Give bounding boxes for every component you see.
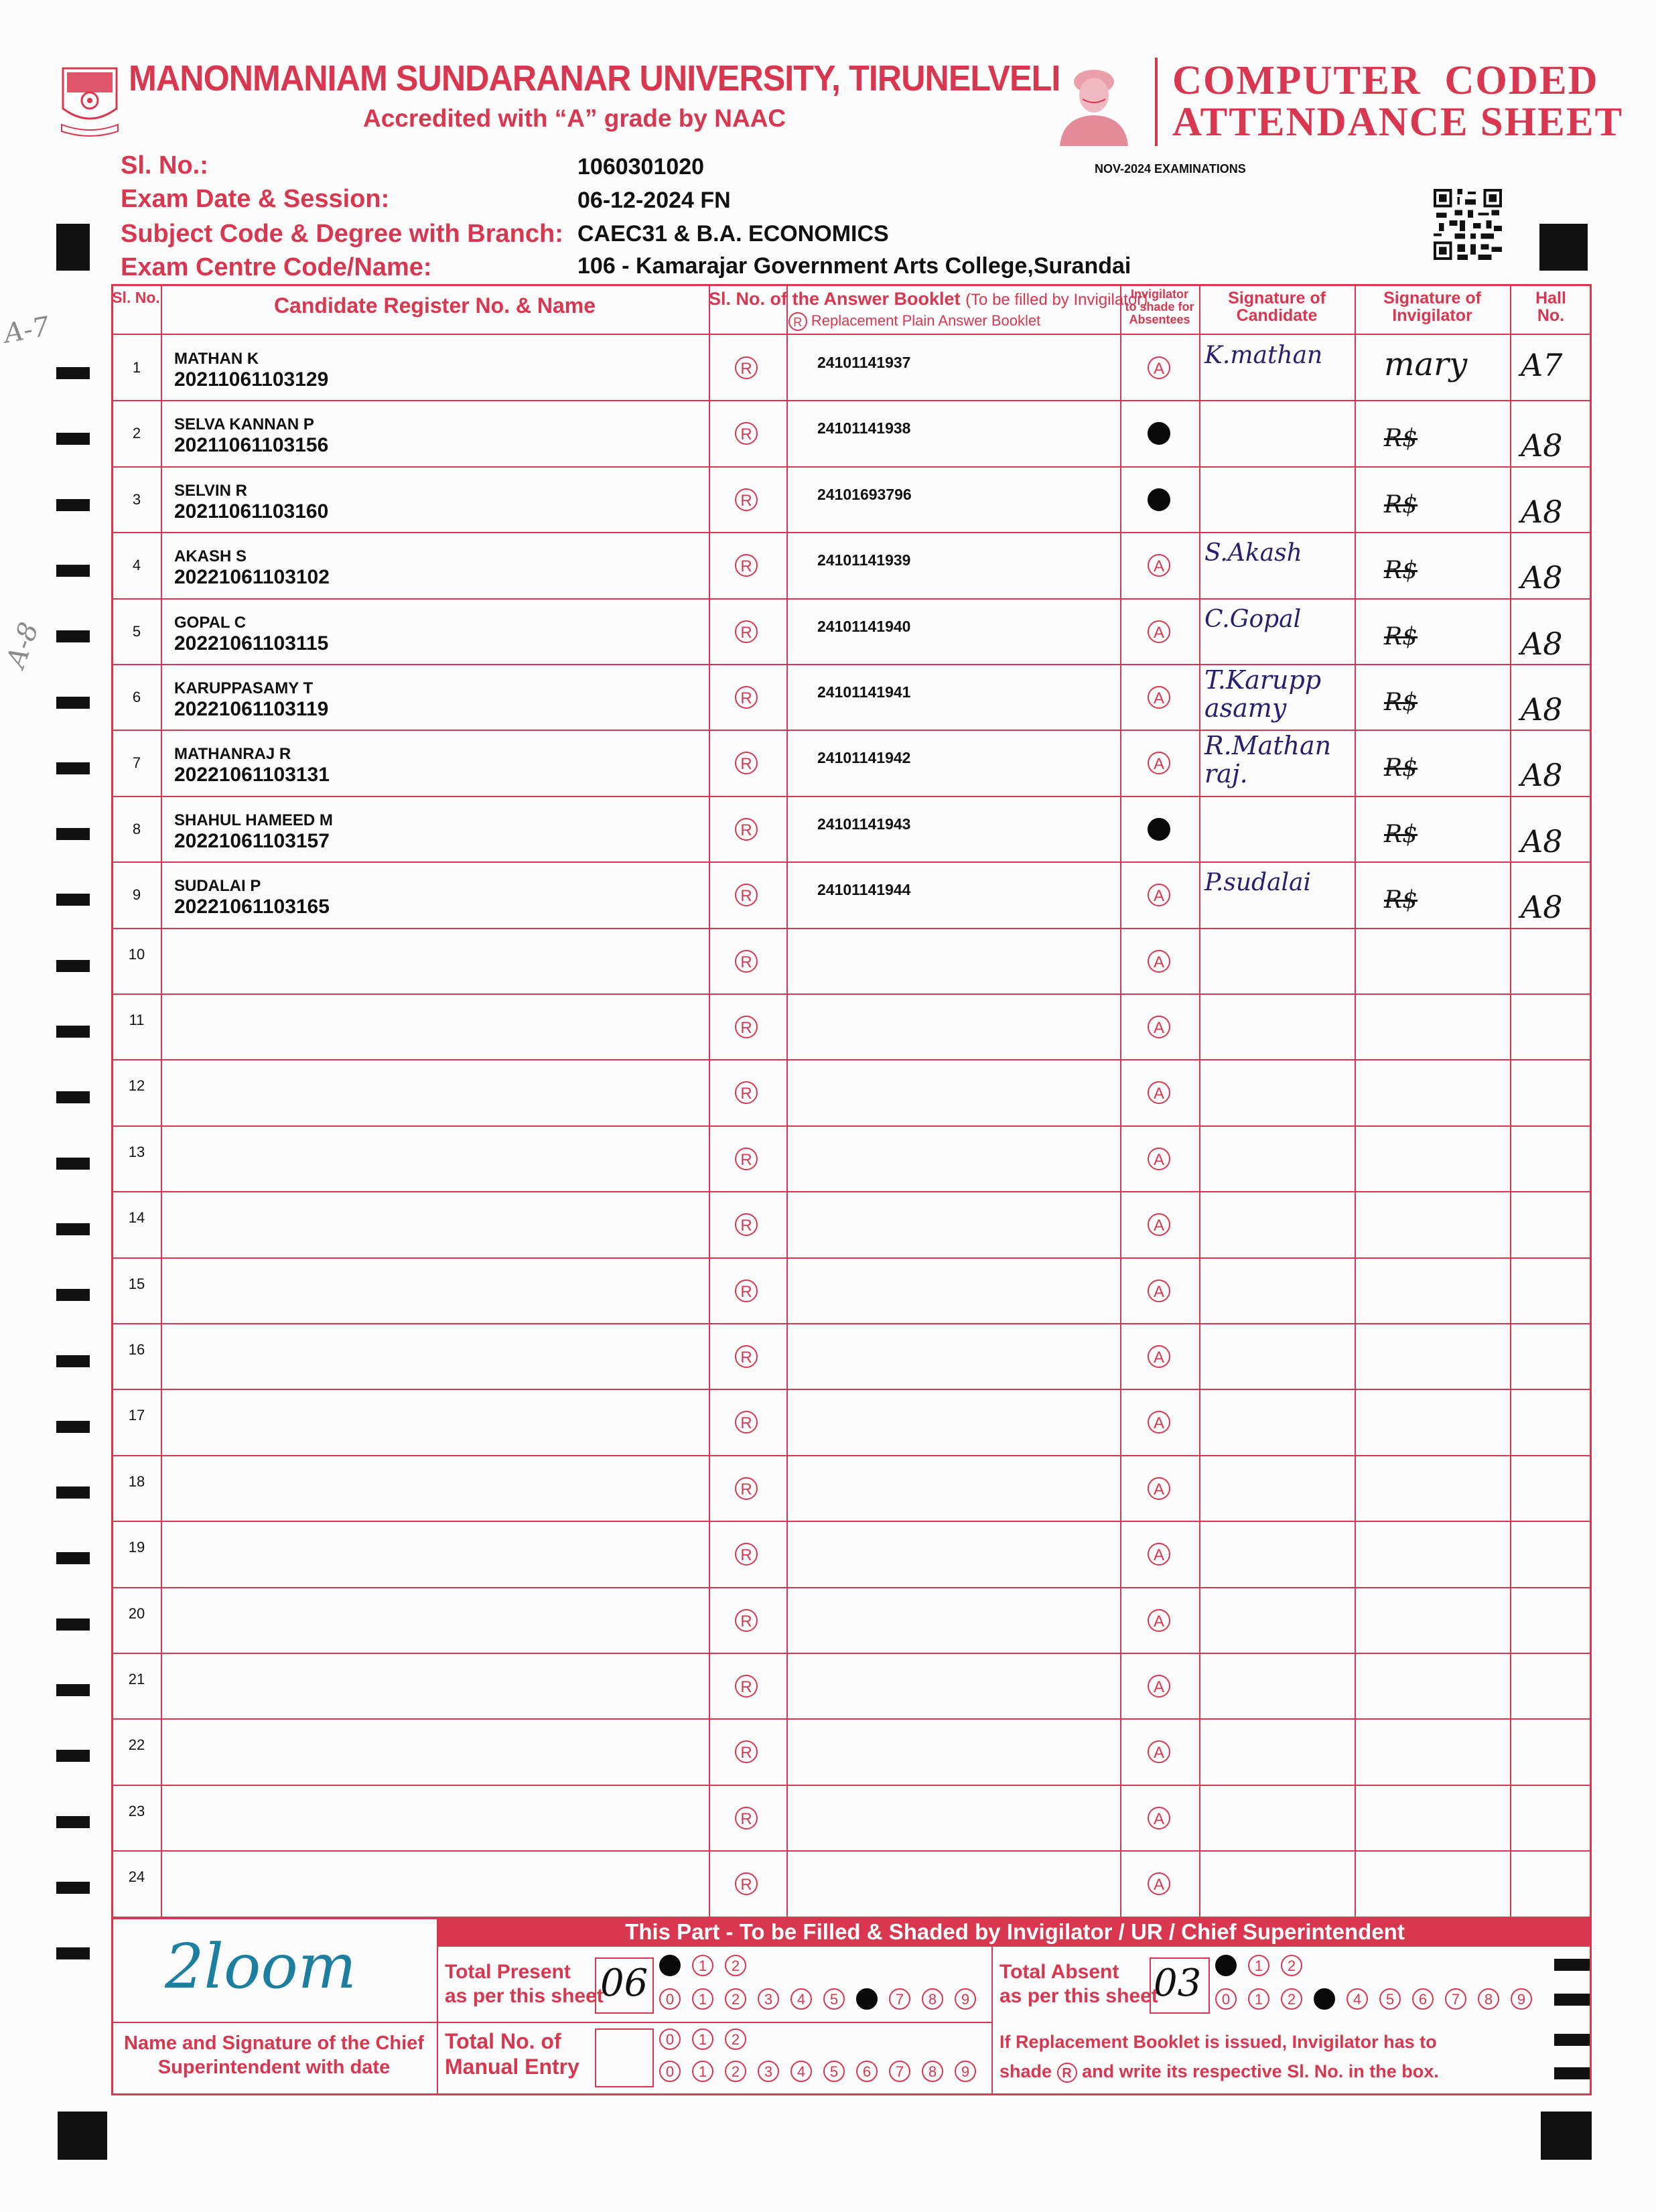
digit-bubble[interactable]: 6 (856, 2061, 878, 2082)
digit-bubble[interactable]: 1 (692, 1955, 713, 1976)
row-sl-no: 13 (128, 1143, 145, 1160)
sheet-title (1172, 60, 1623, 143)
row-sl-no: 7 (132, 754, 141, 772)
candidate-register-no: 20221061103157 (174, 829, 330, 852)
replacement-note-line2 (999, 2057, 1439, 2086)
candidate-name: SHAHUL HAMEED M (174, 811, 333, 829)
invigilator-signature: R$ (1384, 754, 1418, 782)
col-header-candidate: Candidate Register No. & Name (273, 293, 596, 318)
timing-mark (56, 828, 90, 840)
digit-bubble[interactable]: 2 (725, 1988, 746, 2010)
university-name: MANONMANIAM SUNDARANAR UNIVERSITY, TIRUNELVELI (129, 58, 1060, 98)
candidate-register-no: 20221061103165 (174, 896, 330, 918)
row-sl-no: 12 (128, 1077, 145, 1095)
table-row (111, 665, 1592, 730)
table-row (111, 862, 1592, 928)
candidate-register-no: 20211061103160 (174, 500, 329, 523)
accreditation-text: Accredited with “A” grade by NAAC (363, 105, 786, 132)
row-sl-no: 10 (128, 945, 145, 963)
candidate-name: SELVIN R (174, 481, 247, 500)
timing-mark (56, 433, 90, 445)
candidate-name: MATHAN K (174, 350, 259, 368)
timing-mark (56, 1882, 90, 1894)
replacement-r-icon: R (788, 312, 807, 331)
manual-label (445, 2028, 579, 2079)
digit-bubble[interactable]: 7 (889, 1988, 910, 2010)
table-row (111, 533, 1592, 598)
hall-no: A8 (1521, 427, 1563, 464)
row-sl-no: 22 (128, 1736, 145, 1754)
absent-label (999, 1960, 1158, 2008)
manual-box[interactable] (595, 2028, 654, 2087)
candidate-signature: K.mathan (1204, 342, 1323, 369)
digit-bubble[interactable]: 9 (1511, 1988, 1532, 2010)
row-sl-no: 5 (132, 622, 141, 640)
table-row (111, 1192, 1592, 1257)
replacement-bubble[interactable]: R (735, 1872, 758, 1895)
timing-block (56, 224, 90, 271)
table-row (111, 797, 1592, 862)
digit-bubble[interactable]: 0 (1215, 1988, 1237, 2010)
hall-no: A8 (1521, 823, 1563, 859)
absent-bubble[interactable] (1148, 818, 1170, 841)
absent-bubble[interactable]: A (1148, 1148, 1170, 1170)
digit-bubble[interactable]: 1 (1248, 1988, 1269, 2010)
table-row (111, 1521, 1592, 1587)
answer-booklet-no: 24101141940 (817, 617, 911, 635)
timing-mark (56, 1816, 90, 1828)
answer-booklet-no: 24101141937 (817, 354, 911, 371)
col-header-replacement (709, 312, 1120, 331)
digit-bubble[interactable]: 2 (725, 1955, 746, 1976)
replacement-bubble[interactable]: R (735, 488, 758, 511)
invigilator-signature: R$ (1384, 557, 1418, 585)
footer-section (111, 1917, 1592, 2095)
absent-bubble[interactable]: A (1148, 1543, 1170, 1566)
hall-no: A8 (1521, 625, 1563, 662)
replacement-bubble[interactable]: R (735, 1543, 758, 1566)
timing-mark (56, 1091, 90, 1103)
digit-bubble[interactable]: 8 (922, 2061, 943, 2082)
col-header-booklet-note: (To be filled by Invigilator) (965, 291, 1148, 309)
absent-bubble[interactable]: A (1148, 1609, 1170, 1632)
digit-bubble[interactable]: 9 (955, 2061, 976, 2082)
answer-booklet-no: 24101141941 (817, 683, 911, 701)
sheet-title-line1: COMPUTER CODED (1172, 58, 1599, 103)
digit-bubble[interactable]: 4 (790, 1988, 812, 2010)
row-sl-no: 11 (129, 1012, 145, 1028)
table-row (111, 1126, 1592, 1192)
replacement-bubble[interactable]: R (735, 620, 758, 643)
row-sl-no: 24 (128, 1868, 145, 1886)
invigilator-signature: mary (1384, 346, 1468, 383)
timing-mark (56, 1487, 90, 1499)
digit-bubble[interactable]: 0 (1215, 1955, 1237, 1976)
founder-portrait (1053, 58, 1135, 146)
timing-mark (56, 1289, 90, 1301)
table-row (111, 994, 1592, 1060)
row-sl-no: 9 (132, 886, 141, 904)
col-header-absentees-line1: Invigilator (1130, 287, 1188, 301)
digit-bubble[interactable]: 5 (823, 2061, 845, 2082)
absent-bubble[interactable]: A (1148, 1740, 1170, 1763)
absent-bubble[interactable] (1148, 422, 1170, 445)
timing-mark (56, 1026, 90, 1038)
digit-bubble[interactable]: 5 (1379, 1988, 1401, 2010)
replacement-bubble[interactable]: R (735, 950, 758, 973)
table-row (111, 1258, 1592, 1324)
present-value: 06 (600, 1961, 648, 2005)
col-header-replacement-text: Replacement Plain Answer Booklet (811, 312, 1041, 329)
replacement-note-rest: and write its respective Sl. No. in the box. (1082, 2061, 1439, 2081)
candidate-register-no: 20221061103131 (174, 764, 330, 786)
replacement-note-shade: shade (999, 2061, 1052, 2081)
replacement-bubble[interactable]: R (735, 884, 758, 906)
absent-bubble[interactable]: A (1148, 1081, 1170, 1104)
row-sl-no: 17 (128, 1407, 145, 1424)
absent-bubble[interactable]: A (1148, 1280, 1170, 1302)
timing-mark (56, 630, 90, 642)
manual-label-line1: Total No. of (445, 2029, 561, 2053)
table-row (111, 1851, 1592, 1917)
timing-mark (56, 1947, 90, 1959)
timing-mark (56, 1355, 90, 1367)
row-sl-no: 14 (128, 1209, 145, 1227)
manual-label-line2: Manual Entry (445, 2055, 579, 2079)
table-row (111, 335, 1592, 401)
candidate-signature: P.sudalai (1204, 869, 1312, 897)
answer-booklet-no: 24101141939 (817, 551, 911, 569)
university-emblem (58, 62, 122, 141)
digit-bubble[interactable]: 7 (889, 2061, 910, 2082)
digit-bubble[interactable]: 1 (692, 2061, 713, 2082)
candidate-name: SUDALAI P (174, 877, 261, 896)
absent-bubble[interactable]: A (1148, 554, 1170, 577)
digit-bubble[interactable]: 3 (758, 2061, 779, 2082)
candidate-signature: S.Akash (1204, 539, 1302, 567)
subject-value: CAEC31 & B.A. ECONOMICS (577, 221, 889, 247)
answer-booklet-no: 24101141944 (817, 881, 911, 899)
present-label (445, 1960, 604, 2008)
hall-no: A8 (1521, 889, 1563, 926)
digit-bubble[interactable]: 0 (659, 2061, 681, 2082)
col-header-absentees-line2: to shade for (1125, 299, 1194, 314)
hall-no: A8 (1521, 493, 1563, 530)
absent-bubble[interactable] (1148, 488, 1170, 511)
invigilator-signature: R$ (1384, 820, 1418, 848)
timing-mark (56, 1618, 90, 1631)
margin-note-top: A-7 (1, 311, 52, 350)
candidate-register-no: 20221061103115 (174, 632, 329, 654)
subject-label: Subject Code & Degree with Branch: (121, 220, 563, 248)
candidate-register-no: 20211061103156 (174, 434, 329, 457)
exam-session-tag: NOV-2024 EXAMINATIONS (1095, 162, 1246, 176)
replacement-bubble[interactable]: R (735, 1213, 758, 1236)
answer-booklet-no: 24101693796 (817, 485, 912, 503)
row-sl-no: 16 (128, 1341, 145, 1358)
table-row (111, 1324, 1592, 1389)
replacement-bubble[interactable]: R (735, 1081, 758, 1104)
footer-divider (991, 1947, 993, 2095)
absent-bubble[interactable]: A (1148, 1807, 1170, 1829)
table-row (111, 1588, 1592, 1653)
absent-bubble[interactable]: A (1148, 752, 1170, 774)
replacement-note-line1: If Replacement Booklet is issued, Invigilator has to (999, 2032, 1437, 2052)
sl-no-value: 1060301020 (577, 154, 705, 180)
absent-bubble[interactable]: A (1148, 1872, 1170, 1895)
digit-bubble[interactable]: 4 (1347, 1988, 1368, 2010)
invigilator-signature: R$ (1384, 886, 1418, 914)
col-header-hall-line1: Hall (1535, 289, 1566, 307)
invigilator-signature: R$ (1384, 689, 1418, 716)
hall-no: A8 (1521, 559, 1563, 596)
table-row (111, 599, 1592, 665)
col-header-booklet-main: Sl. No. of the Answer Booklet (709, 289, 961, 309)
timing-mark (56, 1552, 90, 1564)
candidate-name: AKASH S (174, 547, 247, 566)
candidate-signature: R.Mathan raj. (1204, 731, 1332, 789)
timing-mark (56, 762, 90, 774)
table-row (111, 1060, 1592, 1125)
timing-mark (56, 367, 90, 379)
digit-bubble[interactable]: 6 (1412, 1988, 1434, 2010)
row-sl-no: 4 (132, 557, 141, 574)
col-header-absentees-line3: Absentees (1129, 312, 1190, 326)
replacement-bubble[interactable]: R (735, 1411, 758, 1434)
absent-label-line1: Total Absent (999, 1961, 1119, 1983)
table-row (111, 1653, 1592, 1719)
timing-mark (56, 1750, 90, 1762)
row-sl-no: 1 (132, 359, 141, 376)
candidate-register-no: 20221061103102 (174, 566, 330, 589)
timing-mark (56, 1421, 90, 1433)
exam-date-label: Exam Date & Session: (121, 185, 390, 213)
replacement-r-icon: R (1057, 2063, 1077, 2083)
col-header-sl: Sl. No. (112, 289, 160, 306)
replacement-bubble[interactable]: R (735, 686, 758, 709)
hall-no: A8 (1521, 691, 1563, 728)
absent-bubble[interactable]: A (1148, 686, 1170, 709)
replacement-bubble[interactable]: R (735, 422, 758, 445)
timing-mark (56, 1158, 90, 1170)
timing-mark (56, 1684, 90, 1696)
digit-bubble[interactable]: 0 (659, 1955, 681, 1976)
footer-banner: This Part - To be Filled & Shaded by Invigilator / UR / Chief Superintendent (438, 1917, 1592, 1947)
replacement-bubble[interactable]: R (735, 1740, 758, 1763)
candidate-name: SELVA KANNAN P (174, 415, 314, 434)
col-header-sig-invigilator-line1: Signature of (1383, 289, 1481, 307)
absent-label-line2: as per this sheet (999, 1985, 1158, 2007)
footer-divider (111, 2022, 991, 2023)
table-row (111, 1719, 1592, 1785)
digit-bubble[interactable]: 1 (692, 2028, 713, 2050)
table-row (111, 1785, 1592, 1851)
digit-bubble[interactable]: 5 (823, 1988, 845, 2010)
digit-bubble[interactable]: 3 (1314, 1988, 1335, 2010)
answer-booklet-no: 24101141938 (817, 419, 911, 437)
replacement-bubble[interactable]: R (735, 1345, 758, 1368)
sl-no-label: Sl. No.: (121, 151, 208, 180)
table-row (111, 467, 1592, 533)
exam-date-value: 06-12-2024 FN (577, 188, 731, 213)
row-sl-no: 6 (132, 689, 141, 705)
hall-no: A7 (1521, 347, 1563, 383)
absent-bubble[interactable]: A (1148, 1675, 1170, 1698)
row-sl-no: 23 (128, 1802, 145, 1819)
row-sl-no: 18 (128, 1472, 145, 1490)
present-label-line1: Total Present (445, 1961, 571, 1983)
candidate-register-no: 20211061103129 (174, 368, 329, 391)
absent-bubble[interactable]: A (1148, 884, 1170, 906)
candidate-signature: T.Karupp asamy (1204, 665, 1322, 723)
replacement-bubble[interactable]: R (735, 356, 758, 379)
absent-bubble[interactable]: A (1148, 1411, 1170, 1434)
absent-bubble[interactable]: A (1148, 356, 1170, 379)
timing-mark (56, 894, 90, 906)
chief-signature: 2loom (165, 1931, 356, 2002)
candidate-signature: C.Gopal (1204, 605, 1302, 633)
col-header-hall (1510, 289, 1592, 325)
replacement-bubble[interactable]: R (735, 1280, 758, 1302)
candidate-name: GOPAL C (174, 613, 247, 632)
timing-block (1541, 2112, 1592, 2160)
timing-mark (56, 1223, 90, 1235)
invigilator-signature: R$ (1384, 490, 1418, 519)
invigilator-signature: R$ (1384, 425, 1418, 453)
row-sl-no: 21 (128, 1671, 145, 1687)
candidate-name: KARUPPASAMY T (174, 679, 314, 697)
replacement-bubble[interactable]: R (735, 1807, 758, 1829)
replacement-bubble[interactable]: R (735, 752, 758, 774)
answer-booklet-no: 24101141942 (817, 749, 911, 767)
table-row (111, 1389, 1592, 1455)
margin-note-middle: A-8 (0, 618, 46, 672)
candidate-register-no: 20221061103119 (174, 698, 329, 720)
absent-bubble[interactable]: A (1148, 1016, 1170, 1038)
replacement-bubble[interactable]: R (735, 1016, 758, 1038)
col-header-sig-invigilator (1355, 289, 1510, 325)
table-row (111, 730, 1592, 796)
replacement-bubble[interactable]: R (735, 1148, 758, 1170)
digit-bubble[interactable]: 2 (1281, 1988, 1302, 2010)
centre-label: Exam Centre Code/Name: (121, 253, 432, 281)
answer-booklet-no: 24101141943 (817, 815, 911, 833)
row-sl-no: 3 (132, 490, 141, 508)
centre-value: 106 - Kamarajar Government Arts College,Surandai (577, 253, 1131, 279)
digit-bubble[interactable]: 1 (692, 1988, 713, 2010)
row-sl-no: 20 (128, 1604, 145, 1622)
replacement-bubble[interactable]: R (735, 1477, 758, 1500)
col-header-absentees (1120, 288, 1199, 326)
timing-mark (56, 499, 90, 511)
digit-bubble[interactable]: 2 (725, 2061, 746, 2082)
digit-bubble[interactable]: 2 (725, 2028, 746, 2050)
invigilator-signature: R$ (1384, 622, 1418, 650)
absent-bubble[interactable]: A (1148, 950, 1170, 973)
col-header-sig-candidate (1199, 289, 1355, 325)
digit-bubble[interactable]: 7 (1445, 1988, 1466, 2010)
table-row (111, 1456, 1592, 1521)
sheet-title-line2: ATTENDANCE SHEET (1172, 100, 1624, 145)
timing-mark (56, 565, 90, 577)
chief-label: Name and Signature of the Chief Superintendent with date (124, 2032, 424, 2078)
replacement-note (999, 2027, 1439, 2086)
absent-bubble[interactable]: A (1148, 1213, 1170, 1236)
col-header-sig-invigilator-line2: Invigilator (1392, 306, 1472, 326)
present-label-line2: as per this sheet (445, 1985, 604, 2007)
absent-bubble[interactable]: A (1148, 620, 1170, 643)
digit-bubble[interactable]: 9 (955, 1988, 976, 2010)
table-row (111, 401, 1592, 466)
digit-bubble[interactable]: 6 (856, 1988, 878, 2010)
row-sl-no: 15 (128, 1275, 145, 1292)
replacement-bubble[interactable]: R (735, 818, 758, 841)
digit-bubble[interactable]: 0 (659, 2028, 681, 2050)
replacement-bubble[interactable]: R (735, 1675, 758, 1698)
col-header-sig-candidate-line2: Candidate (1236, 306, 1318, 326)
timing-mark (56, 960, 90, 972)
col-header-sig-candidate-line1: Signature of (1228, 289, 1326, 307)
qr-code (1434, 189, 1502, 260)
timing-mark (56, 697, 90, 709)
digit-bubble[interactable]: 0 (659, 1988, 681, 2010)
digit-bubble[interactable]: 2 (1281, 1955, 1302, 1976)
digit-bubble[interactable]: 4 (790, 2061, 812, 2082)
timing-block (1539, 224, 1588, 271)
row-sl-no: 19 (128, 1539, 145, 1556)
row-sl-no: 2 (132, 425, 141, 442)
hall-no: A8 (1521, 757, 1563, 794)
header-divider (1155, 58, 1158, 146)
digit-bubble[interactable]: 8 (922, 1988, 943, 2010)
timing-block (58, 2112, 107, 2160)
col-header-booklet (709, 289, 1148, 309)
candidate-name: MATHANRAJ R (174, 745, 291, 764)
replacement-bubble[interactable]: R (735, 554, 758, 577)
digit-bubble[interactable]: 1 (1248, 1955, 1269, 1976)
digit-bubble[interactable]: 8 (1478, 1988, 1499, 2010)
table-row (111, 928, 1592, 994)
absent-bubble[interactable]: A (1148, 1345, 1170, 1368)
row-sl-no: 8 (132, 820, 141, 837)
replacement-bubble[interactable]: R (735, 1609, 758, 1632)
digit-bubble[interactable]: 3 (758, 1988, 779, 2010)
col-header-hall-line2: No. (1537, 306, 1565, 326)
absent-value: 03 (1154, 1961, 1202, 2005)
absent-bubble[interactable]: A (1148, 1477, 1170, 1500)
